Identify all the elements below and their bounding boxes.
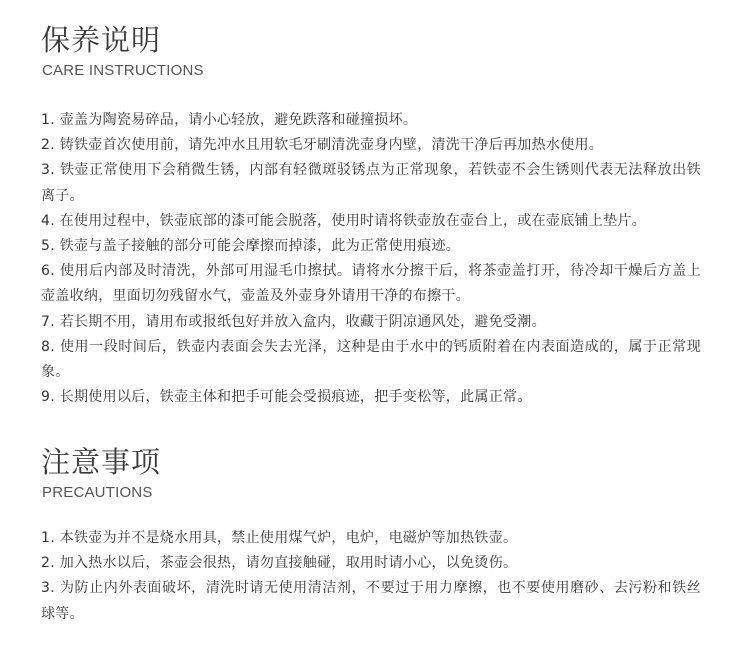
precautions-title: 注意事项: [41, 445, 162, 479]
care-item: 2. 铸铁壶首次使用前，请先冲水且用软毛牙刷清洗壶身内壁，清洗干净后再加热水使用。: [41, 137, 604, 154]
care-item: 1. 壶盖为陶瓷易碎品，请小心轻放，避免跌落和碰撞损坏。: [41, 112, 418, 128]
care-item: 9. 长期使用以后，铁壶主体和把手可能会受损痕迹，把手变松等，此属正常。: [41, 389, 532, 406]
care-item: 7. 若长期不用，请用布或报纸包好并放入盒内，收藏于阴凉通风处，避免受潮。: [41, 313, 546, 330]
care-title: 保养说明: [41, 23, 162, 57]
care-subtitle: CARE INSTRUCTIONS: [42, 62, 204, 79]
care-instructions-section: [41, 22, 701, 410]
precaution-item: 1. 本铁壶为并不是烧水用具，禁止使用煤气炉，电炉，电磁炉等加热铁壶。: [41, 530, 518, 546]
precautions-section: [41, 444, 701, 627]
care-item: 8. 使用一段时间后，铁壶内表面会失去光泽，这种是由于水中的钙质附着在内表面造成的，属于正常现象。: [41, 338, 701, 381]
care-item: 3. 铁壶正常使用下会稍微生锈，内部有轻微斑驳锈点为正常现象，若铁壶不会生锈则代表无法释放出铁离子。: [41, 162, 701, 204]
precautions-list: [41, 526, 701, 627]
care-item: 6. 使用后内部及时清洗，外部可用湿毛巾擦拭。请将水分擦干后，将茶壶盖打开，待冷却干燥后方盖上壶盖收纳，里面切勿残留水气，壶盖及外壶身外请用干净的布擦干。: [41, 263, 701, 305]
care-list: [41, 108, 701, 410]
precaution-item: 3. 为防止内外表面破坏，清洗时请无使用清洁剂，不要过于用力摩擦，也不要使用磨砂、去污粉和铁丝球等。: [41, 580, 701, 622]
precautions-subtitle: PRECAUTIONS: [42, 484, 153, 501]
care-item: 5. 铁壶与盖子接触的部分可能会摩擦而掉漆，此为正常使用痕迹。: [41, 238, 461, 255]
precaution-item: 2. 加入热水以后，茶壶会很热，请勿直接触碰，取用时请小心，以免烫伤。: [41, 555, 518, 572]
care-item: 4. 在使用过程中，铁壶底部的漆可能会脱落，使用时请将铁壶放在壶台上，或在壶底铺上垫片。: [41, 212, 647, 229]
